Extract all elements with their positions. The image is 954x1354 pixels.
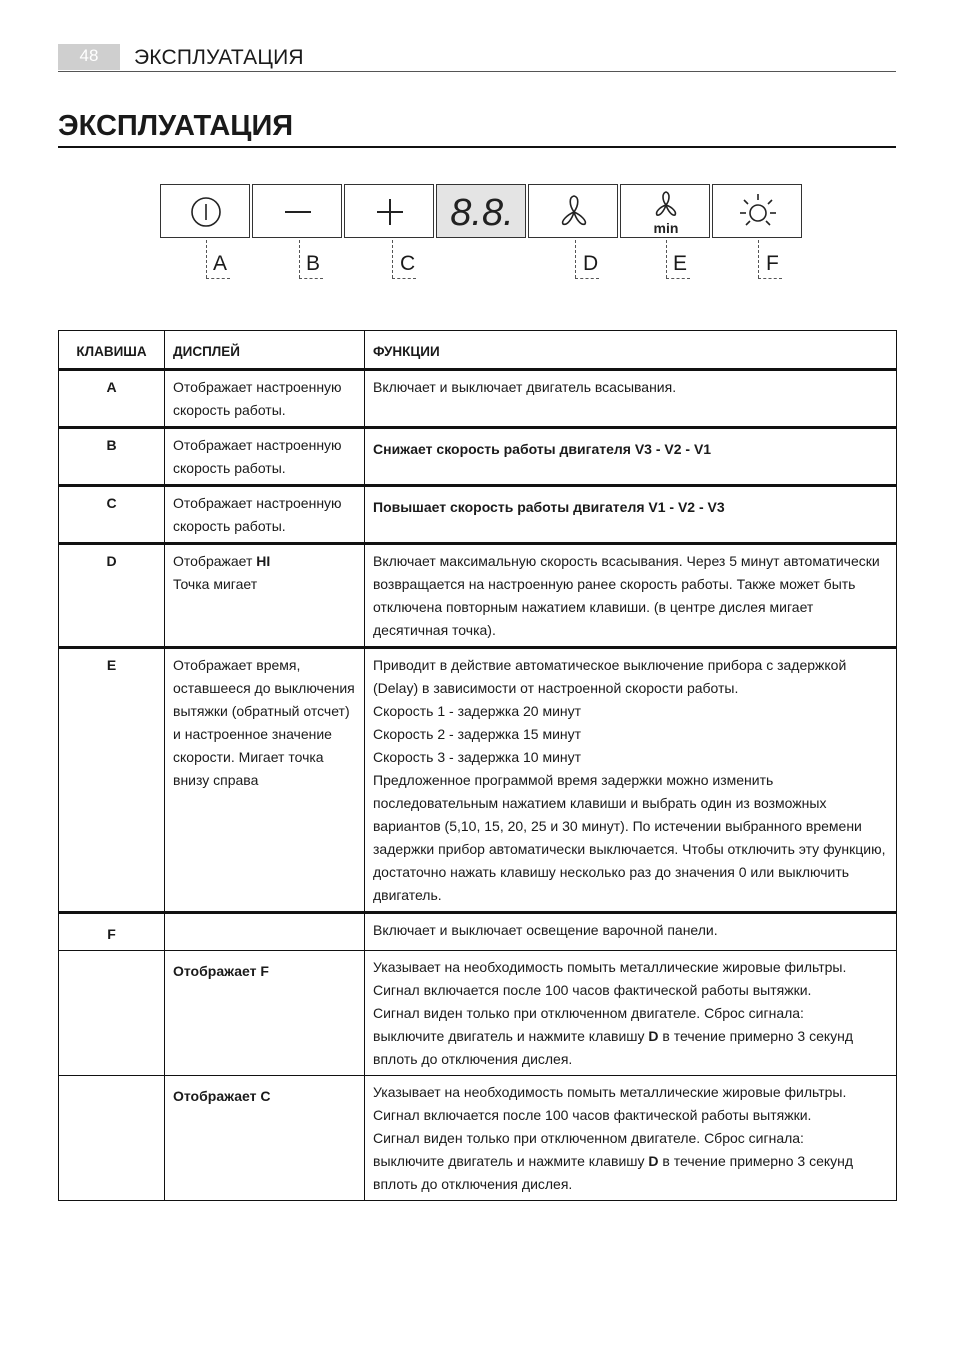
callout-line-f-bottom: [758, 278, 782, 279]
display-digits-icon: [437, 185, 527, 239]
function-line: Скорость 2 - задержка 15 минут: [373, 726, 582, 742]
callout-line-e: [666, 240, 667, 278]
header-display: ДИСПЛЕЙ: [165, 331, 365, 370]
row-display-bold: HI: [256, 553, 271, 569]
callout-line-d-bottom: [575, 278, 599, 279]
page-header: [58, 44, 896, 72]
functions-table: [58, 330, 897, 1201]
row-display: Отображает настроенную скорость работы.: [165, 428, 365, 486]
function-line-part: выключите двигатель и нажмите клавишу: [373, 1028, 649, 1044]
callout-line-a-bottom: [206, 278, 230, 279]
seven-segment-display: [436, 184, 526, 238]
table-row: [59, 544, 897, 648]
function-line: Скорость 3 - задержка 10 минут: [373, 749, 582, 765]
display-digits: 8.8.: [450, 192, 514, 234]
function-line: Сигнал виден только при отключенном двигателе. Сброс сигнала:: [373, 1130, 804, 1146]
row-function: [365, 648, 897, 913]
header-section-title: ЭКСПЛУАТАЦИЯ: [134, 46, 304, 69]
power-icon: [161, 185, 251, 239]
page-number: 48: [58, 44, 120, 70]
key-f-light: [712, 184, 802, 238]
row-function: Включает и выключает двигатель всасывания.: [365, 370, 897, 428]
function-line-part: в течение примерно 3 секунд вплоть до отключения дислея.: [373, 1028, 854, 1067]
control-panel-diagram: [160, 184, 803, 240]
row-function: Включает максимальную скорость всасывания. Через 5 минут автоматически возвращается на настроенную ранее скорость работы. Также может быть отключена повторным нажатием клавиши. (в центре дислея мигает десятичная точка).: [365, 544, 897, 648]
row-display: Отображает настроенную скорость работы.: [165, 370, 365, 428]
key-letter-b: B: [306, 252, 321, 275]
key-letter-d: D: [583, 252, 599, 275]
row-key: [59, 951, 165, 1076]
row-key: E: [59, 648, 165, 913]
callout-line-a: [206, 240, 207, 278]
row-display: Отображает C: [165, 1076, 365, 1201]
callout-line-b-bottom: [299, 278, 323, 279]
row-display: Отображает настроенную скорость работы.: [165, 486, 365, 544]
row-key: [59, 1076, 165, 1201]
row-display: [165, 913, 365, 951]
header-key: КЛАВИША: [59, 331, 165, 370]
function-line: Приводит в действие автоматическое выключение прибора с задержкой (Delay) в зависимости от настроенной скорости работы.: [373, 657, 847, 696]
row-key: F: [59, 913, 165, 951]
row-key: C: [59, 486, 165, 544]
function-line: Указывает на необходимость помыть металлические жировые фильтры. Сигнал включается после 100 часов фактической работы вытяжки.: [373, 1084, 847, 1123]
key-letter-e: E: [673, 252, 688, 275]
row-key: D: [59, 544, 165, 648]
table-row: [59, 428, 897, 486]
row-function: Снижает скорость работы двигателя V3 - V2 - V1: [365, 428, 897, 486]
callout-line-c-bottom: [392, 278, 416, 279]
function-line: Предложенное программой время задержки можно изменить последовательным нажатием клавиши и выбрать один из возможных вариантов (5,10, 15, 20, 25 и 30 минут). По истечении выбранного времени задержки прибор автоматически выключается. Чтобы отключить эту функцию, достаточно нажать клавишу несколько раз до значения 0 или выключить двигатель.: [373, 772, 886, 903]
min-label: min: [653, 220, 679, 236]
row-function: Включает и выключает освещение варочной панели.: [365, 913, 897, 951]
light-bulb-icon: [713, 185, 803, 239]
key-c-plus: [344, 184, 434, 238]
row-function: Повышает скорость работы двигателя V1 - V2 - V3: [365, 486, 897, 544]
key-b-minus: [252, 184, 342, 238]
row-display: [165, 544, 365, 648]
function-line-part: в течение примерно 3 секунд вплоть до отключения дислея.: [373, 1153, 854, 1192]
key-d-fan: [528, 184, 618, 238]
row-function: [365, 951, 897, 1076]
row-key: B: [59, 428, 165, 486]
function-line: Указывает на необходимость помыть металлические жировые фильтры. Сигнал включается после 100 часов фактической работы вытяжки.: [373, 959, 847, 998]
row-display: Отображает F: [165, 951, 365, 1076]
callout-line-f: [758, 240, 759, 278]
row-function: [365, 1076, 897, 1201]
function-line-key: D: [648, 1028, 659, 1044]
row-display: Отображает время, оставшееся до выключения вытяжки (обратный отсчет) и настроенное значение скорости. Мигает точка внизу справа: [165, 648, 365, 913]
function-line: Сигнал виден только при отключенном двигателе. Сброс сигнала:: [373, 1005, 804, 1021]
row-key: A: [59, 370, 165, 428]
table-row: [59, 913, 897, 951]
table-header-row: [59, 331, 897, 370]
function-line: [373, 1025, 888, 1071]
function-line: [373, 1150, 888, 1196]
table-row: [59, 370, 897, 428]
table-row: [59, 1076, 897, 1201]
table-row: [59, 648, 897, 913]
row-display-line2: Точка мигает: [173, 576, 258, 592]
table-row: [59, 951, 897, 1076]
key-a-power: [160, 184, 250, 238]
page-title: ЭКСПЛУАТАЦИЯ: [58, 108, 896, 148]
key-letter-f: F: [766, 252, 779, 275]
callout-line-c: [392, 240, 393, 278]
minus-icon: [253, 185, 343, 239]
key-letter-a: A: [213, 252, 228, 275]
fan-icon: [529, 185, 619, 239]
callout-line-e-bottom: [666, 278, 690, 279]
header-functions: ФУНКЦИИ: [365, 331, 897, 370]
callout-line-b: [299, 240, 300, 278]
table-row: [59, 486, 897, 544]
plus-icon: [345, 185, 435, 239]
key-e-fan-min: [620, 184, 710, 238]
function-line-part: выключите двигатель и нажмите клавишу: [373, 1153, 649, 1169]
key-letter-c: C: [400, 252, 416, 275]
function-line-key: D: [648, 1153, 659, 1169]
fan-min-icon: [621, 185, 711, 239]
callout-line-d: [575, 240, 576, 278]
function-line: Скорость 1 - задержка 20 минут: [373, 703, 582, 719]
row-display-prefix: Отображает: [173, 553, 257, 569]
